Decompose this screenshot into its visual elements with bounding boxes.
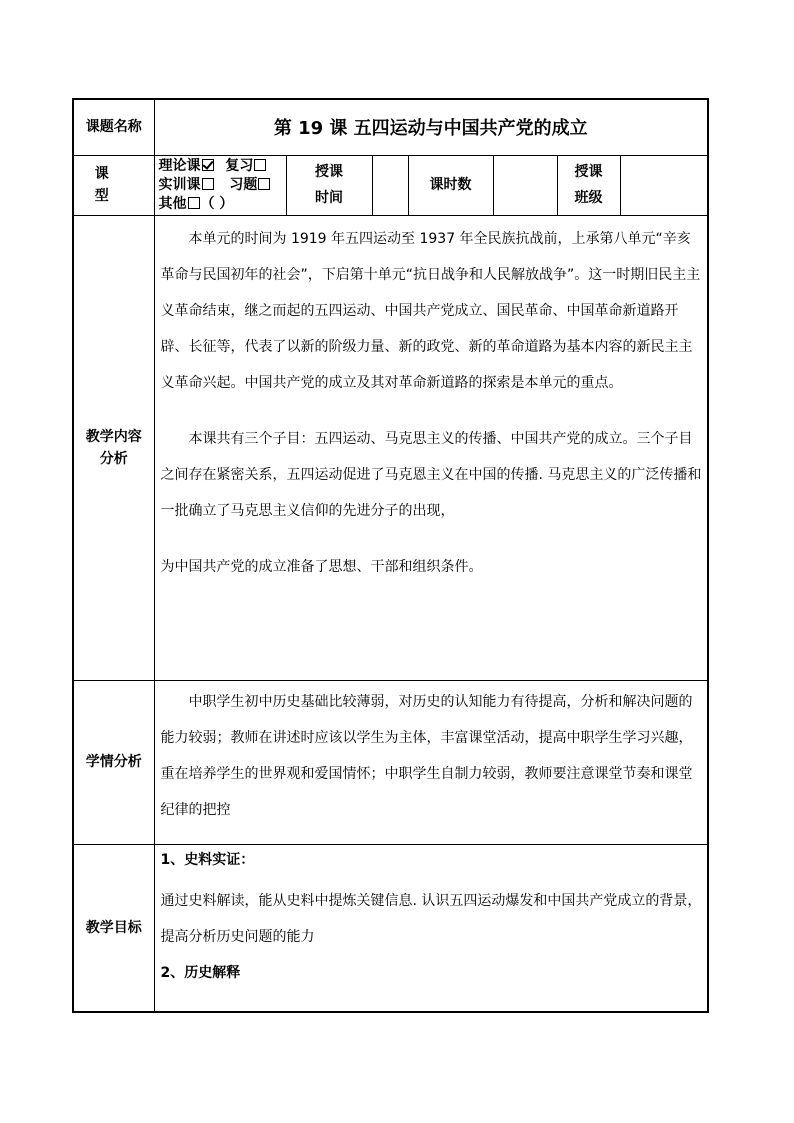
lesson-title-cell: [154, 99, 708, 155]
practice-checkbox-icon[interactable]: [202, 178, 214, 190]
lesson-plan-table: [72, 98, 709, 1013]
type-options-cell: [154, 155, 286, 215]
type-row: [73, 155, 708, 215]
time-label-line-1: 授课: [315, 164, 343, 180]
content-analysis-row: [73, 215, 708, 680]
theory-checkbox-icon[interactable]: [202, 159, 214, 171]
theory-option-label: 理论课: [158, 157, 201, 174]
hours-label-cell: [408, 155, 493, 215]
hours-value-cell[interactable]: [493, 155, 557, 215]
other-option-label: 其他: [158, 195, 187, 212]
class-label-cell: [557, 155, 620, 215]
hours-label: 课时数: [429, 177, 472, 193]
review-checkbox-icon[interactable]: [254, 159, 266, 171]
student-analysis-label: 学情分析: [85, 754, 142, 770]
practice-option-label: 实训课: [158, 176, 201, 193]
goal-1-text: 通过史料解读，能从史料中提炼关键信息. 认识五四运动爆发和中国共产党成立的背景，提高分析历史问题的能力: [160, 892, 702, 945]
type-label-cell: [73, 155, 154, 215]
type-option-line-3: [159, 195, 286, 214]
goals-row: [73, 844, 708, 1012]
time-label-line-2: 时间: [315, 190, 343, 206]
content-paragraph-3: 为中国共产党的成立准备了思想、干部和组织条件。: [160, 558, 483, 575]
goals-body: [154, 844, 708, 1012]
goal-1-title: 1、史料实证：: [160, 851, 255, 868]
time-value-cell[interactable]: [372, 155, 408, 215]
content-analysis-label-line-1: 教学内容: [85, 428, 142, 445]
content-paragraph-1: 本单元的时间为 1919 年五四运动至 1937 年全民族抗战前，上承第八单元“辛亥革命与民国初年的社会”，下启第十单元“抗日战争和人民解放战争”。这一时期旧民主主义革命结束，继之而起的五四运动、中国共产党成立、国民革命、中国革命新道路开辟、长征等，代表了以新的阶级力量、新的政党、新的革命道路为基本内容的新民主主义革命兴起。中国共产党的成立及其对革命新道路的探索是本单元的重点。: [160, 230, 701, 391]
exercise-checkbox-icon[interactable]: [258, 178, 270, 190]
class-label-line-1: 授课: [574, 164, 603, 180]
review-option-label: 复习: [225, 157, 254, 174]
goal-2-title: 2、历史解释: [160, 964, 241, 981]
type-option-line-2: [159, 176, 286, 195]
student-analysis-body: [154, 680, 708, 844]
student-analysis-row: [73, 680, 708, 844]
type-label: 课 型: [94, 166, 133, 204]
goals-label-cell: [73, 844, 154, 1012]
class-label-line-2: 班级: [574, 190, 603, 206]
title-row: [73, 99, 708, 155]
time-label-cell: [286, 155, 372, 215]
content-paragraph-2: 本课共有三个子目：五四运动、马克思主义的传播、中国共产党的成立。三个子目之间存在紧密关系，五四运动促进了马克恩主义在中国的传播. 马克思主义的广泛传播和一批确立了马克思主义信仰的先进分子的出现，: [160, 430, 702, 519]
exercise-option-label: 习题: [229, 176, 258, 193]
topic-label: 课题名称: [85, 119, 142, 136]
content-analysis-label-line-2: 分析: [99, 450, 128, 467]
goals-label: 教学目标: [85, 919, 142, 936]
topic-label-cell: [73, 99, 154, 155]
lesson-title: 第 19 课 五四运动与中国共产党的成立: [273, 118, 588, 140]
content-analysis-body: [154, 215, 708, 680]
content-analysis-label-cell: [73, 215, 154, 680]
student-analysis-label-cell: [73, 680, 154, 844]
other-checkbox-icon[interactable]: [188, 197, 200, 209]
type-option-line-1: [159, 157, 286, 176]
student-analysis-paragraph: 中职学生初中历史基础比较薄弱，对历史的认知能力有待提高，分析和解决问题的能力较弱；教师在讲述时应该以学生为主体，丰富课堂活动，提高中职学生学习兴趣，重在培养学生的世界观和爱国情怀；中职学生自制力较弱，教师要注意课堂节奏和课堂纪律的把控: [160, 693, 693, 818]
class-value-cell[interactable]: [620, 155, 708, 215]
other-option-blank: （ ）: [200, 195, 234, 212]
